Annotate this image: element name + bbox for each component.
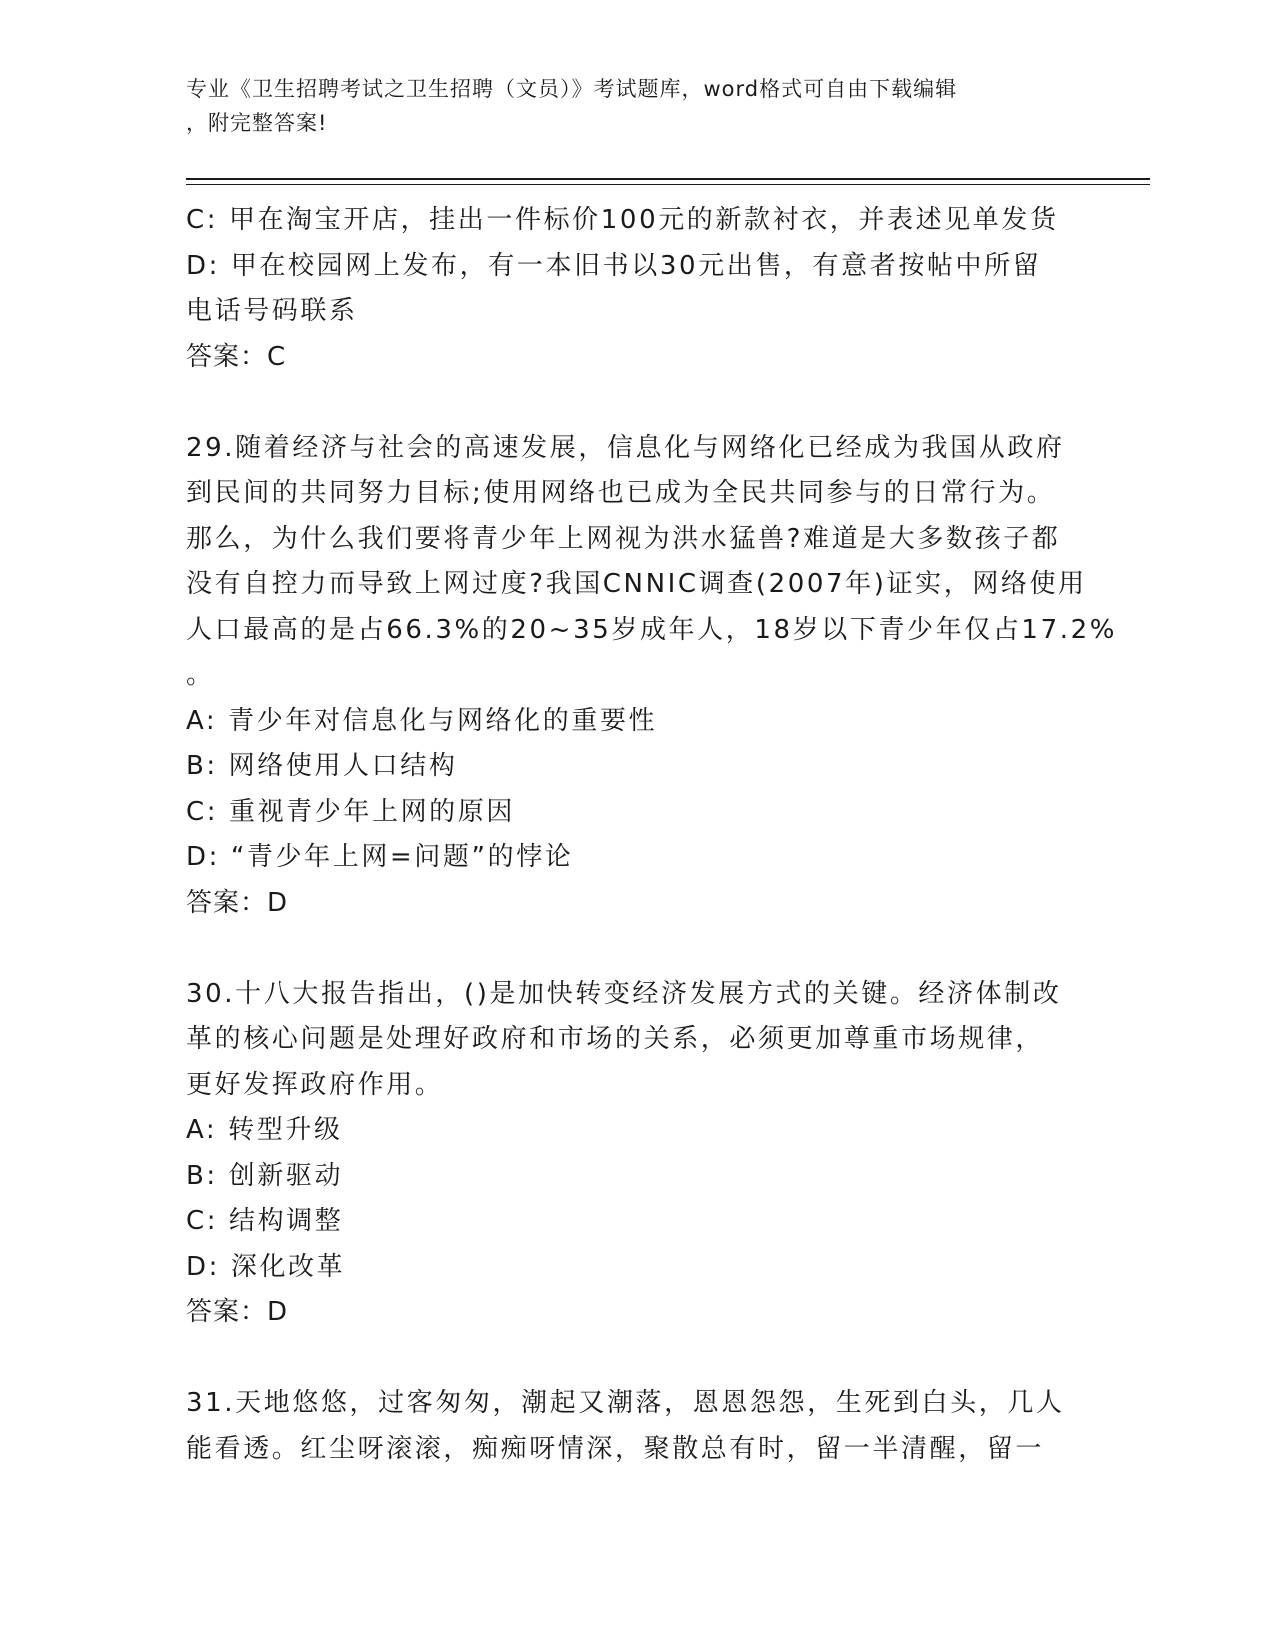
- question-stem-line: 更好发挥政府作用。: [186, 1069, 444, 1100]
- option-c: C: 结构调整: [186, 1206, 344, 1236]
- question-body: [186, 198, 1118, 1472]
- question-stem-line: 人口最高的是占66.3%的20~35岁成年人，18岁以下青少年仅占17.2%: [186, 614, 1118, 645]
- option-d: D: “青少年上网=问题”的悖论: [186, 842, 574, 872]
- option-line: 电话号码联系: [186, 296, 358, 326]
- answer-line: 答案：C: [186, 341, 287, 372]
- question-30: [186, 972, 1086, 1336]
- question-29: [186, 426, 1118, 927]
- option-line: D: 甲在校园网上发布，有一本旧书以30元出售，有意者按帖中所留: [186, 250, 1042, 281]
- option-b: B: 创新驱动: [186, 1160, 344, 1191]
- spacer: [186, 926, 1086, 972]
- option-c: C: 重视青少年上网的原因: [186, 796, 515, 827]
- option-d: D: 深化改革: [186, 1251, 346, 1282]
- page-header: [186, 72, 1066, 140]
- question-28-fragment: [186, 198, 1086, 380]
- question-stem-line: 那么，为什么我们要将青少年上网视为洪水猛兽?难道是大多数孩子都: [186, 523, 1061, 554]
- question-stem-line: 能看透。红尘呀滚滚，痴痴呀情深，聚散总有时，留一半清醒，留一: [186, 1433, 1045, 1464]
- question-stem-line: 到民间的共同努力目标;使用网络也已成为全民共同参与的日常行为。: [186, 478, 1056, 508]
- answer-line: 答案：D: [186, 1297, 289, 1327]
- question-stem-line: 31.天地悠悠，过客匆匆，潮起又潮落，恩恩怨怨，生死到白头，几人: [186, 1388, 1065, 1418]
- header-divider-thin: [186, 184, 1150, 185]
- option-line: C: 甲在淘宝开店，挂出一件标价100元的新款衬衣，并表述见单发货: [186, 205, 1059, 235]
- option-a: A: 转型升级: [186, 1115, 343, 1145]
- header-title-line-1: 专业《卫生招聘考试之卫生招聘（文员）》考试题库，word格式可自由下载编辑: [186, 77, 958, 101]
- header-title-line-2: ，附完整答案!: [186, 111, 328, 135]
- header-divider-thick: [186, 178, 1150, 180]
- answer-line: 答案：D: [186, 887, 289, 918]
- option-b: B: 网络使用人口结构: [186, 751, 458, 781]
- question-stem-line: 。: [186, 660, 215, 690]
- spacer: [186, 380, 1086, 426]
- question-stem-line: 29.随着经济与社会的高速发展，信息化与网络化已经成为我国从政府: [186, 432, 1065, 463]
- question-stem-line: 革的核心问题是处理好政府和市场的关系，必须更加尊重市场规律，: [186, 1024, 1045, 1054]
- spacer: [186, 1336, 1086, 1382]
- question-31: [186, 1381, 1086, 1472]
- question-stem-line: 30.十八大报告指出，()是加快转变经济发展方式的关键。经济体制改: [186, 978, 1062, 1009]
- option-a: A: 青少年对信息化与网络化的重要性: [186, 705, 658, 736]
- question-stem-line: 没有自控力而导致上网过度?我国CNNIC调查(2007年)证实，网络使用: [186, 569, 1087, 599]
